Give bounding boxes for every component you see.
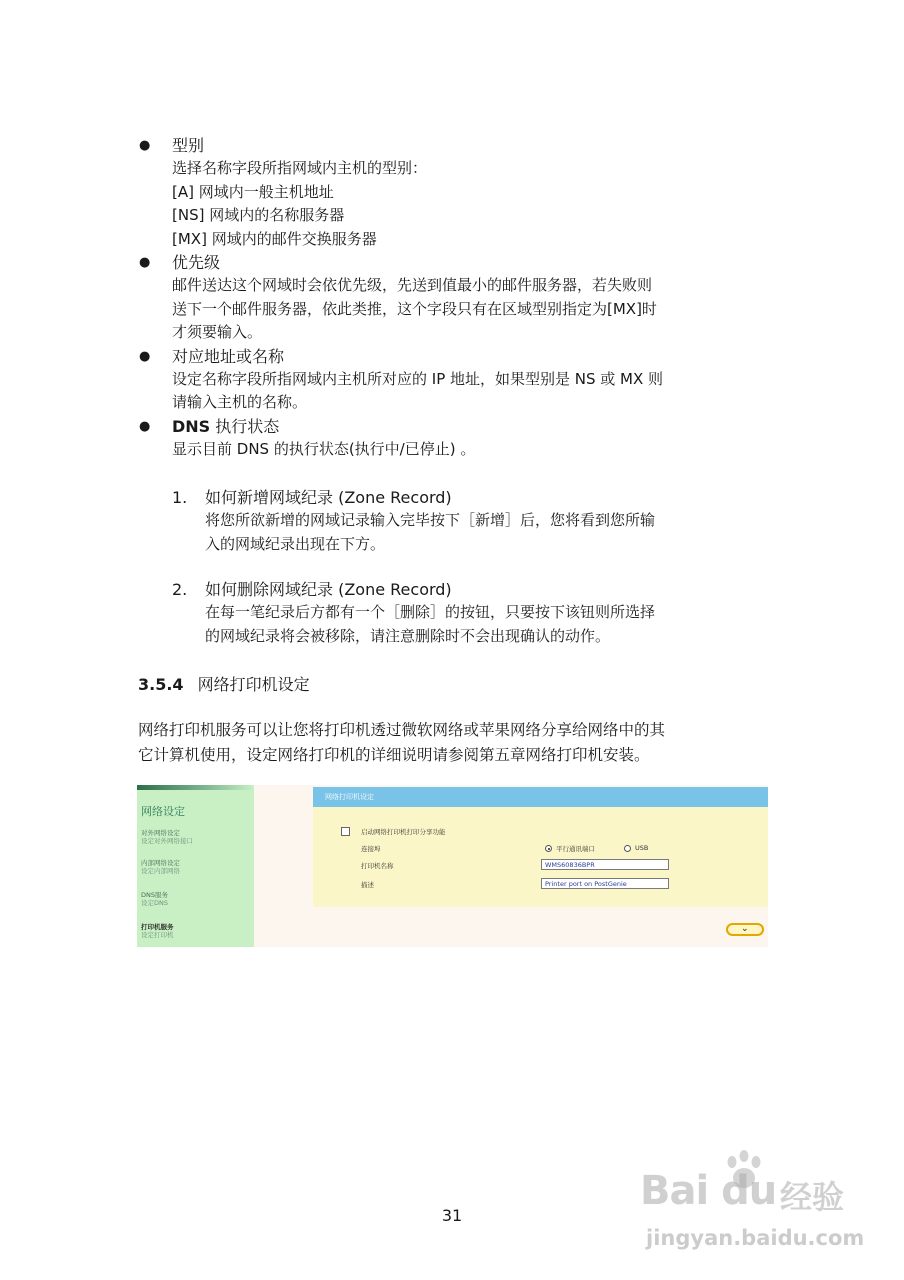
item-line: 入的网域纪录出现在下方。 xyxy=(205,534,386,553)
next-button[interactable] xyxy=(726,923,764,936)
panel-title: 网络打印机设定 xyxy=(313,787,768,807)
nav-label: 对外网络设定 xyxy=(141,829,180,837)
item-line: [MX] 网域内的邮件交换服务器 xyxy=(172,229,377,248)
item-line: 在每一笔纪录后方都有一个［删除］的按钮，只要按下该钮则所选择 xyxy=(205,603,656,622)
port-label: 连接埠 xyxy=(361,845,381,853)
settings-sidebar xyxy=(137,785,254,947)
watermark-brand: Bai du xyxy=(640,1168,777,1214)
nav-sublabel: 设定打印机 xyxy=(141,931,174,939)
printer-settings-panel xyxy=(313,787,768,907)
nav-label: 内部网络设定 xyxy=(141,859,180,867)
description-label: 描述 xyxy=(361,881,374,889)
sidebar-item-dns[interactable] xyxy=(141,891,168,907)
item-title: 如何删除网域纪录 (Zone Record) xyxy=(205,580,452,599)
printer-settings-screenshot xyxy=(137,785,768,947)
list-item xyxy=(138,251,778,345)
printer-name-label: 打印机名称 xyxy=(361,862,394,870)
item-line: 才须要输入。 xyxy=(172,323,263,342)
section-number: 3.5.4 xyxy=(138,675,184,694)
sidebar-header-stripe xyxy=(137,785,254,790)
item-title: 优先级 xyxy=(172,253,221,273)
nav-sublabel: 设定内部网络 xyxy=(141,867,180,875)
nav-sublabel: 设定对外网络接口 xyxy=(141,837,193,845)
item-line: 的网域纪录将会被移除，请注意删除时不会出现确认的动作。 xyxy=(205,626,611,645)
section-title: 网络打印机设定 xyxy=(197,675,310,694)
howto-item-2 xyxy=(172,578,762,648)
enable-printer-label: 启动网络打印机打印分享功能 xyxy=(361,828,446,836)
item-title-bold: DNS xyxy=(172,416,211,436)
item-line: 选择名称字段所指网域内主机的型别： xyxy=(172,159,428,178)
item-title-rest: 执行状态 xyxy=(215,416,280,436)
nav-label: DNS服务 xyxy=(141,891,168,899)
list-item xyxy=(138,415,778,462)
page-number: 31 xyxy=(441,1206,463,1225)
nav-sublabel: 设定DNS xyxy=(141,899,168,907)
sidebar-item-printer[interactable] xyxy=(141,923,174,939)
item-line: [A] 网域内一般主机地址 xyxy=(172,182,334,201)
item-line: 显示目前 DNS 的执行状态(执行中/已停止) 。 xyxy=(172,440,476,459)
bullet-icon: ● xyxy=(139,255,151,271)
body-paragraph xyxy=(138,718,778,768)
item-title: 型别 xyxy=(172,136,205,155)
nav-label: 打印机服务 xyxy=(141,923,174,931)
item-line: 设定名称字段所指网域内主机所对应的 IP 地址，如果型别是 NS 或 MX 则 xyxy=(172,370,664,389)
item-title: 对应地址或名称 xyxy=(172,346,285,366)
sidebar-title: 网络设定 xyxy=(141,805,185,818)
sidebar-item-external-network[interactable] xyxy=(141,829,193,845)
description-input[interactable]: Printer port on PostGenie xyxy=(541,878,669,889)
list-item xyxy=(138,345,778,415)
port-usb-radio[interactable] xyxy=(624,845,631,852)
item-line: 请输入主机的名称。 xyxy=(172,393,308,412)
list-item xyxy=(138,134,778,251)
port-usb-label: USB xyxy=(635,844,649,852)
printer-name-input[interactable]: WMS60836BPR xyxy=(541,859,669,870)
port-parallel-radio[interactable] xyxy=(545,845,552,852)
definition-list xyxy=(138,134,778,462)
bullet-icon: ● xyxy=(139,348,151,364)
sidebar-item-internal-network[interactable] xyxy=(141,859,180,875)
paragraph-line: 它计算机使用，设定网络打印机的详细说明请参阅第五章网络打印机安装。 xyxy=(138,746,650,764)
watermark-url: jingyan.baidu.com xyxy=(646,1226,865,1250)
chevron-down-icon: ⌄ xyxy=(741,924,749,934)
section-heading xyxy=(138,672,310,695)
paragraph-line: 网络打印机服务可以让您将打印机透过微软网络或苹果网络分享给网络中的其 xyxy=(138,721,666,739)
bullet-icon: ● xyxy=(139,138,151,153)
baidu-watermark xyxy=(640,1148,865,1263)
watermark-cn: 经验 xyxy=(780,1178,845,1216)
bullet-icon: ● xyxy=(139,418,151,434)
enable-printer-checkbox[interactable] xyxy=(341,827,350,836)
item-line: [NS] 网域内的名称服务器 xyxy=(172,206,345,225)
howto-item-1 xyxy=(172,486,762,556)
item-line: 邮件送达这个网域时会依优先级，先送到值最小的邮件服务器，若失败则 xyxy=(172,276,653,295)
port-parallel-label: 平行通讯端口 xyxy=(556,845,595,853)
item-line: 送下一个邮件服务器，依此类推，这个字段只有在区域型别指定为[MX]时 xyxy=(172,299,657,318)
item-number: 2. xyxy=(172,580,188,599)
item-title: 如何新增网域纪录 (Zone Record) xyxy=(205,488,452,507)
item-title xyxy=(172,415,778,438)
item-number: 1. xyxy=(172,488,188,507)
item-line: 将您所欲新增的网域记录输入完毕按下［新增］后，您将看到您所输 xyxy=(205,511,656,530)
